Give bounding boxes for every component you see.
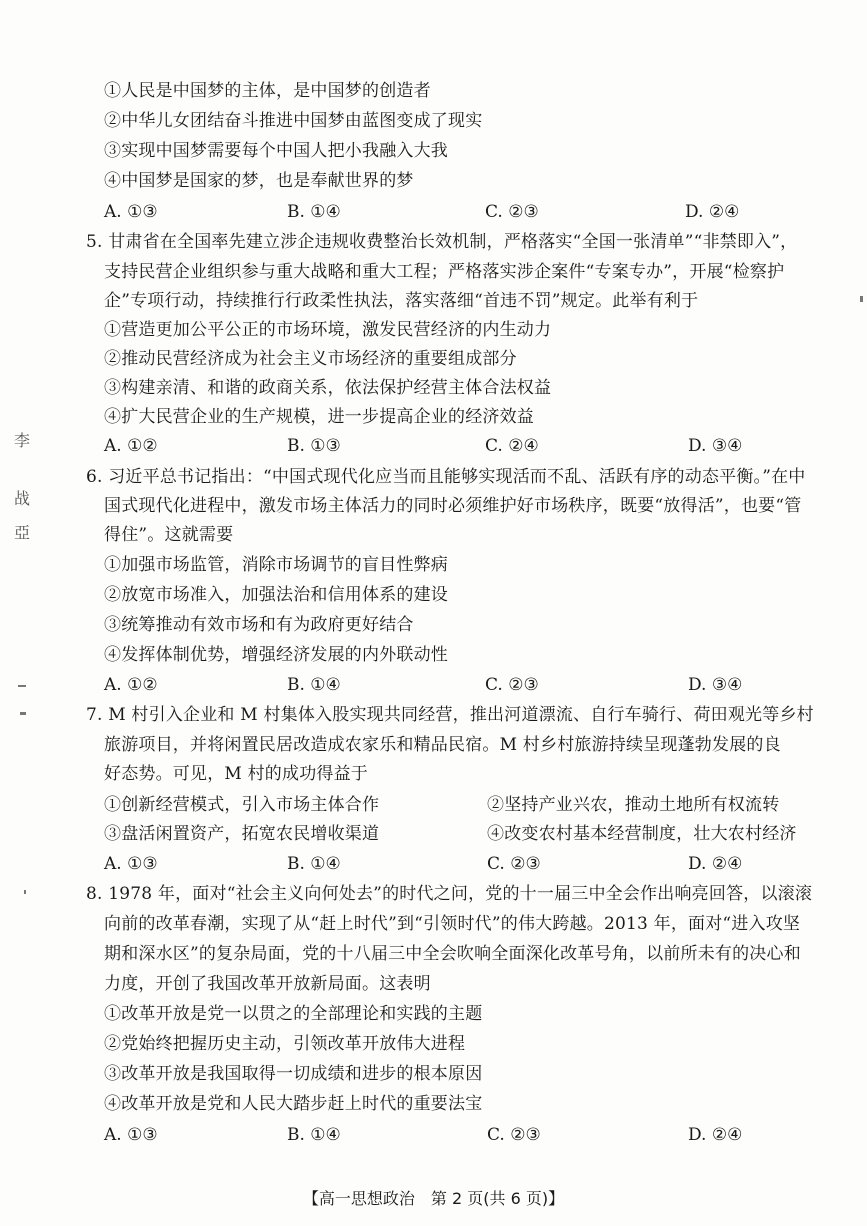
- q6-statement-4: ④发挥体制优势，增强经济发展的内外联动性: [104, 645, 448, 665]
- q7-statement-1: ①创新经营模式，引入市场主体合作: [104, 795, 380, 815]
- q4-option-a: A. ①③: [104, 202, 158, 222]
- q6-stem-line-2: 国式现代化进程中，激发市场主体活力的同时必须维护好市场秩序，既要“放得活”，也要“管: [104, 496, 802, 516]
- q7-stem-line-2: 旅游项目，并将闲置民居改造成农家乐和精品民宿。M 村乡村旅游持续呈现蓬勃发展的良: [104, 735, 781, 755]
- q6-option-d: D. ③④: [688, 675, 743, 695]
- q5-option-c: C. ②④: [485, 436, 539, 456]
- q4-option-c: C. ②③: [485, 202, 539, 222]
- q8-statement-2: ②党始终把握历史主动，引领改革开放伟大进程: [104, 1034, 466, 1054]
- q7-stem-line-3: 好态势。可见，M 村的成功得益于: [104, 764, 369, 784]
- q8-statement-4: ④改革开放是党和人民大踏步赶上时代的重要法宝: [104, 1094, 483, 1114]
- page-footer: 【高一思想政治 第 2 页(共 6 页)】: [302, 1189, 565, 1208]
- q5-statement-3: ③构建亲清、和谐的政商关系，依法保护经营主体合法权益: [104, 378, 552, 398]
- q6-statement-2: ②放宽市场准入，加强法治和信用体系的建设: [104, 585, 448, 605]
- q6-option-c: C. ②③: [485, 675, 539, 695]
- q8-stem-line-2: 向前的改革春潮，实现了从“赶上时代”到“引领时代”的伟大跨越。2013 年，面对“进入攻坚: [104, 914, 801, 934]
- q7-statement-4: ④改变农村基本经营制度，壮大农村经济: [487, 824, 797, 844]
- q5-stem-line-3: 企”专项行动，持续推行行政柔性执法，落实落细“首违不罚”规定。此举有利于: [104, 291, 699, 311]
- q5-statement-4: ④扩大民营企业的生产规模，进一步提高企业的经济效益: [104, 407, 534, 427]
- margin-mark-3: 亞: [14, 523, 31, 542]
- q8-option-a: A. ①③: [104, 1125, 158, 1145]
- q8-option-d: D. ②④: [688, 1125, 743, 1145]
- q7-stem-line-1: 7. M 村引入企业和 M 村集体入股实现共同经营，推出河道漂流、自行车骑行、荷田观光等乡村: [86, 705, 814, 725]
- q8-statement-1: ①改革开放是党一以贯之的全部理论和实践的主题: [104, 1004, 483, 1024]
- scan-speck: [20, 712, 26, 715]
- q8-stem-line-1: 8. 1978 年，面对“社会主义向何处去”的时代之问，党的十一届三中全会作出响亮回答，以滚滚: [86, 884, 813, 904]
- q7-statement-3: ③盘活闲置资产，拓宽农民增收渠道: [104, 824, 380, 844]
- q5-option-a: A. ①②: [104, 436, 158, 456]
- q5-option-b: B. ①③: [287, 436, 341, 456]
- q5-stem-line-2: 支持民营企业组织参与重大战略和重大工程；严格落实涉企案件“专案专办”，开展“检察护: [104, 262, 785, 282]
- q7-option-a: A. ①③: [104, 854, 158, 874]
- q4-statement-3: ③实现中国梦需要每个中国人把小我融入大我: [104, 141, 448, 161]
- q6-stem-line-1: 6. 习近平总书记指出：“中国式现代化应当而且能够实现活而不乱、活跃有序的动态平衡。”在中: [86, 467, 806, 487]
- q5-option-d: D. ③④: [688, 436, 743, 456]
- q4-option-d: D. ②④: [685, 202, 740, 222]
- q8-statement-3: ③改革开放是我国取得一切成绩和进步的根本原因: [104, 1064, 483, 1084]
- q6-option-b: B. ①④: [287, 675, 341, 695]
- q5-statement-2: ②推动民营经济成为社会主义市场经济的重要组成部分: [104, 349, 517, 369]
- margin-mark-1: 李: [14, 431, 31, 450]
- q7-option-c: C. ②③: [487, 854, 541, 874]
- margin-mark-2: 战: [14, 489, 31, 508]
- q8-stem-line-3: 期和深水区”的复杂局面，党的十八届三中全会吹响全面深化改革号角，以前所未有的决心和: [104, 944, 801, 964]
- q5-stem-line-1: 5. 甘肃省在全国率先建立涉企违规收费整治长效机制，严格落实“全国一张清单”“非禁即入”，: [86, 232, 798, 252]
- q4-statement-2: ②中华儿女团结奋斗推进中国梦由蓝图变成了现实: [104, 111, 483, 131]
- q8-option-c: C. ②③: [487, 1125, 541, 1145]
- q5-statement-1: ①营造更加公平公正的市场环境，激发民营经济的内生动力: [104, 320, 552, 340]
- q7-option-b: B. ①④: [287, 854, 341, 874]
- q6-statement-3: ③统筹推动有效市场和有为政府更好结合: [104, 615, 414, 635]
- q6-stem-line-3: 得住”。这就需要: [104, 525, 234, 545]
- q7-statement-2: ②坚持产业兴农，推动土地所有权流转: [487, 795, 780, 815]
- q6-statement-1: ①加强市场监管，消除市场调节的盲目性弊病: [104, 555, 448, 575]
- q8-stem-line-4: 力度，开创了我国改革开放新局面。这表明: [104, 974, 431, 994]
- q4-option-b: B. ①④: [287, 202, 341, 222]
- q8-option-b: B. ①④: [287, 1125, 341, 1145]
- scan-speck: [18, 685, 26, 687]
- q4-statement-4: ④中国梦是国家的梦，也是奉献世界的梦: [104, 171, 414, 191]
- q6-option-a: A. ①②: [104, 675, 158, 695]
- scan-speck: [860, 296, 863, 302]
- scan-speck: [24, 890, 26, 894]
- q7-option-d: D. ②④: [688, 854, 743, 874]
- q4-statement-1: ①人民是中国梦的主体，是中国梦的创造者: [104, 81, 431, 101]
